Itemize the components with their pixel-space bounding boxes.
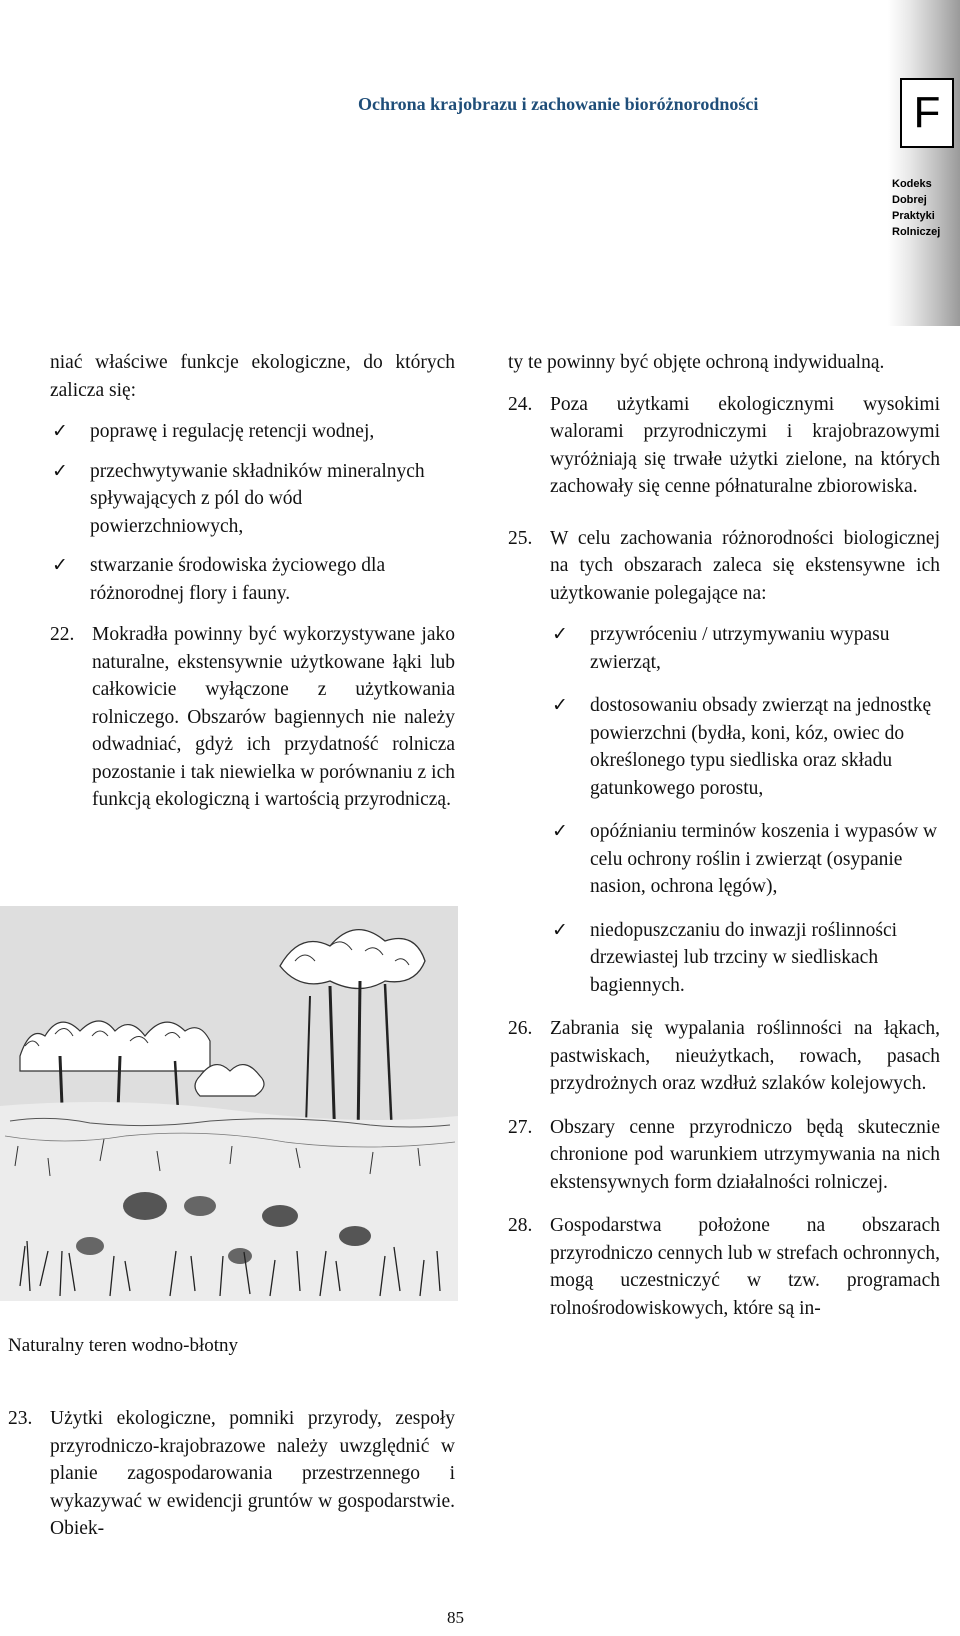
item-number: 22. <box>50 624 75 645</box>
item-number: 28. <box>508 1215 533 1236</box>
left-column <box>50 349 455 814</box>
list-item: ✓ opóźnianiu terminów koszenia i wypasów w celu ochrony roślin i zwierząt (osypanie nasion, ochrona lęgów), <box>552 820 938 897</box>
list-item: ✓ stwarzanie środowiska życiowego dla różnorodnej flory i fauny. <box>52 554 386 604</box>
tab-line: Rolniczej <box>892 226 941 238</box>
right-column <box>508 349 940 1322</box>
list-item: ✓ niedopuszczaniu do inwazji roślinności drzewiastej lub trzciny w siedliskach bagiennych. <box>552 918 898 996</box>
page-number: 85 <box>447 1608 464 1627</box>
wetland-illustration <box>0 906 458 1301</box>
item-27 <box>508 1114 940 1197</box>
item-25 <box>508 525 940 1000</box>
item-28 <box>508 1212 940 1322</box>
item-26 <box>508 1015 940 1098</box>
tab-line: Praktyki <box>892 210 935 222</box>
list-item: ✓ poprawę i regulację retencji wodnej, <box>50 418 455 446</box>
item-text: Poza użytkami ekologicznymi wysokimi walorami przyrodniczymi i krajobrazowymi wyróżniają się trwałe użytki zielone, na których zachowały się cenne półnaturalne zbiorowiska. <box>550 393 940 497</box>
item-text: Zabrania się wypalania roślinności na łąkach, pastwiskach, nieużytkach, rowach, pasach przydrożnych oraz wzdłuż szlaków kolejowych. <box>550 1018 940 1094</box>
checkmark-icon: ✓ <box>52 554 68 576</box>
item-24 <box>508 391 940 501</box>
checkmark-icon: ✓ <box>552 820 568 842</box>
checkmark-icon: ✓ <box>52 459 68 482</box>
item-22 <box>50 621 455 814</box>
item-number: 25. <box>508 527 533 549</box>
list-item: ✓ dostosowaniu obsady zwierząt na jednostkę powierzchni (bydła, koni, kóz, owiec do określonego typu siedliska oraz składu gatunkowego porostu, <box>552 694 932 799</box>
item-text: Gospodarstwa położone na obszarach przyrodniczo cennych lub w strefach ochronnych, mogą uczestniczyć w tzw. programach rolnośrodowiskowych, które są in- <box>550 1215 940 1319</box>
chapter-letter: F <box>900 78 954 148</box>
item-number: 24. <box>508 393 533 415</box>
checkmark-icon: ✓ <box>552 623 568 645</box>
item-number: 26. <box>508 1018 533 1039</box>
item-text: Obszary cenne przyrodniczo będą skutecznie chronione pod warunkiem utrzymywania na nich ekstensywnych form działalności rolniczej. <box>550 1116 940 1193</box>
item-number: 23. <box>8 1408 33 1429</box>
chapter-tab-label <box>892 176 940 240</box>
right-intro: ty te powinny być objęte ochroną indywidualną. <box>508 352 885 373</box>
chapter-tab <box>888 0 960 326</box>
item-text: Użytki ekologiczne, pomniki przyrody, zespoły przyrodniczo-krajobrazowe należy uwzględnić w planie zagospodarowania przestrzennego i wykazywać w ewidencji gruntów w gospodarstwie. Obiek- <box>50 1408 455 1539</box>
item-23 <box>8 1405 455 1543</box>
left-intro: niać właściwe funkcje ekologiczne, do których zalicza się: <box>50 352 455 401</box>
tab-line: Dobrej <box>892 194 927 206</box>
item-25-list <box>550 621 940 999</box>
list-item: ✓ przywróceniu / utrzymywaniu wypasu zwierząt, <box>552 623 890 673</box>
item-text: Mokradła powinny być wykorzystywane jako naturalne, ekstensywnie użytkowane łąki lub całkowicie wyłączone z użytkowania rolniczego. Obszarów bagiennych nie należy odwadniać, gdyż ich przydatność rolnicza pozostanie i tak niewielka w porównaniu z ich funkcją ekologiczną i wartością przyrodniczą. <box>92 624 455 810</box>
running-header: Ochrona krajobrazu i zachowanie bioróżnorodności <box>358 94 759 114</box>
item-text: W celu zachowania różnorodności biologicznej na tych obszarach zaleca się ekstensywne ich użytkowanie polegające na: <box>550 527 940 604</box>
list-item: ✓ przechwytywanie składników mineralnych spływających z pól do wód powierzchniowych, <box>52 459 425 537</box>
checkmark-icon: ✓ <box>52 420 68 442</box>
figure-caption: Naturalny teren wodno-błotny <box>8 1335 239 1356</box>
checkmark-icon: ✓ <box>552 918 568 941</box>
item-number: 27. <box>508 1116 533 1138</box>
tab-line: Kodeks <box>892 178 932 190</box>
checkmark-icon: ✓ <box>552 694 568 716</box>
